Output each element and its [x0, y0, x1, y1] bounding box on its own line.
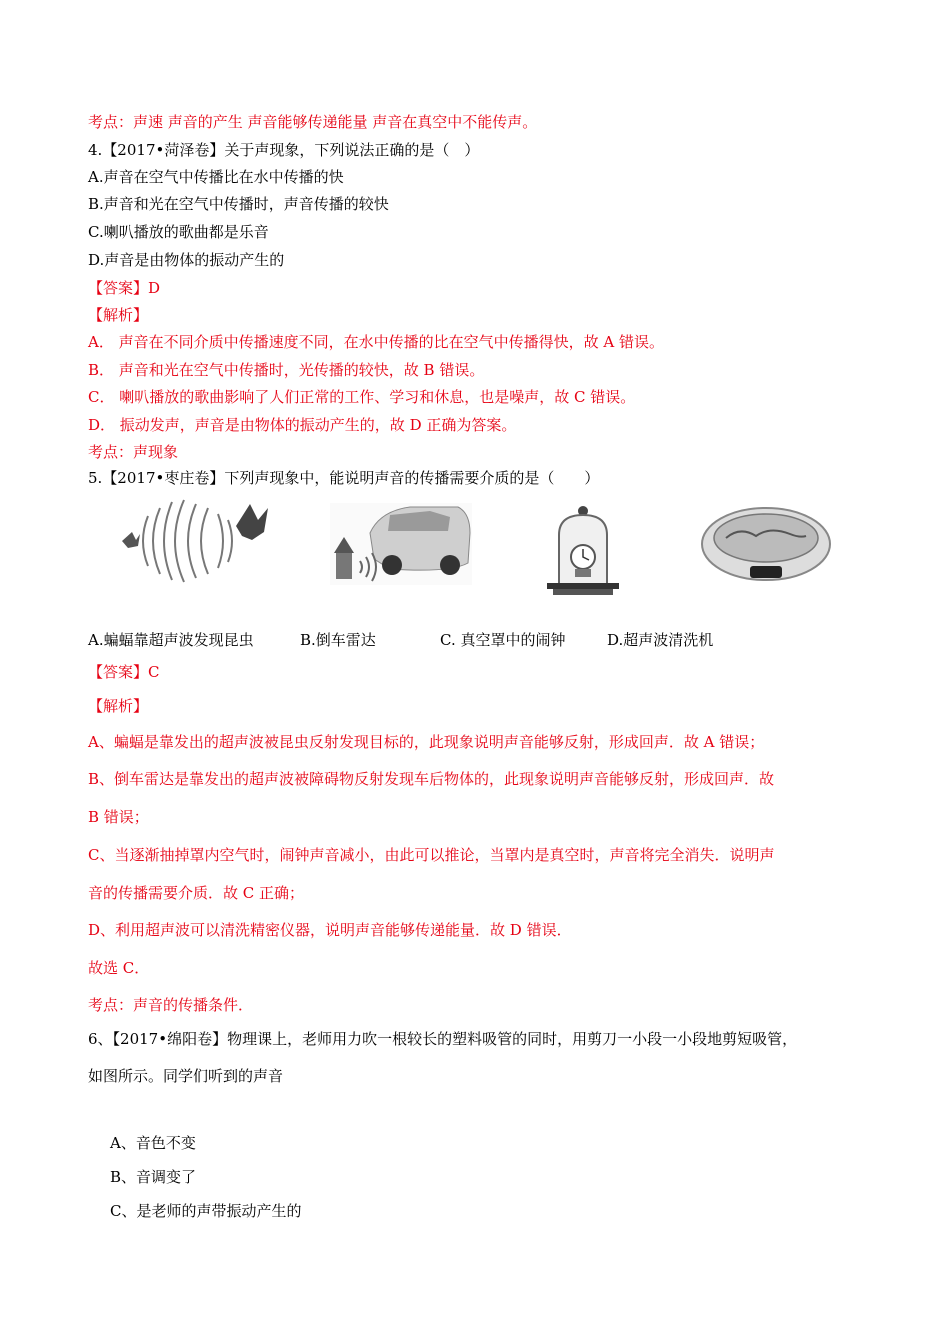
- q4-stem: 4.【2017•菏泽卷】关于声现象，下列说法正确的是（ ）: [88, 141, 480, 159]
- car-reverse-radar-figure: [330, 503, 472, 585]
- q4-option-c: C.喇叭播放的歌曲都是乐音: [88, 223, 269, 241]
- q4-analysis-a: A． 声音在不同介质中传播速度不同，在水中传播的比在空气中传播得快，故 A 错误。: [88, 333, 664, 351]
- q3-kaodian: 考点：声速 声音的产生 声音能够传递能量 声音在真空中不能传声。: [88, 113, 538, 131]
- q5-option-a: A.蝙蝠靠超声波发现昆虫: [88, 631, 254, 649]
- q6-stem-line2: 如图所示。同学们听到的声音: [88, 1067, 284, 1085]
- q4-answer: 【答案】D: [88, 279, 161, 297]
- q5-analysis-b-cont: B 错误；: [88, 808, 149, 826]
- q4-option-d: D.声音是由物体的振动产生的: [88, 251, 285, 269]
- q6-option-a: A、音色不变: [110, 1134, 196, 1152]
- q5-option-b: B.倒车雷达: [300, 631, 376, 649]
- q5-conclusion: 故选 C．: [88, 959, 150, 977]
- q5-kaodian: 考点：声音的传播条件．: [88, 996, 254, 1014]
- q4-kaodian: 考点：声现象: [88, 443, 179, 461]
- q6-option-b: B、音调变了: [110, 1168, 197, 1186]
- bat-ultrasound-figure: [118, 496, 276, 586]
- q5-analysis-c-cont: 音的传播需要介质．故 C 正确；: [88, 884, 305, 902]
- q5-option-d: D.超声波清洗机: [607, 631, 714, 649]
- q6-option-c: C、是老师的声带振动产生的: [110, 1202, 302, 1220]
- q4-analysis-d: D． 振动发声，声音是由物体的振动产生的，故 D 正确为答案。: [88, 416, 517, 434]
- q4-analysis-b: B． 声音和光在空气中传播时，光传播的较快，故 B 错误。: [88, 361, 485, 379]
- ultrasonic-cleaner-figure: [700, 504, 832, 588]
- q5-analysis-c: C、当逐渐抽掉罩内空气时，闹钟声音减小，由此可以推论，当罩内是真空时，声音将完全消失．说明声: [88, 846, 775, 864]
- vacuum-bell-jar-figure: [543, 505, 623, 597]
- q4-option-a: A.声音在空气中传播比在水中传播的快: [88, 168, 344, 186]
- q5-stem: 5.【2017•枣庄卷】下列声现象中，能说明声音的传播需要介质的是（ ）: [88, 469, 600, 487]
- q4-analysis-label: 【解析】: [88, 306, 149, 324]
- q5-analysis-b: B、倒车雷达是靠发出的超声波被障碍物反射发现车后物体的，此现象说明声音能够反射，形成回声．故: [88, 770, 775, 788]
- q5-analysis-a: A、蝙蝠是靠发出的超声波被昆虫反射发现目标的，此现象说明声音能够反射，形成回声．故 A 错误；: [88, 733, 765, 751]
- q5-answer: 【答案】C: [88, 663, 160, 681]
- q5-analysis-d: D、利用超声波可以清洗精密仪器，说明声音能够传递能量．故 D 错误．: [88, 921, 572, 939]
- q4-option-b: B.声音和光在空气中传播时，声音传播的较快: [88, 195, 389, 213]
- q5-option-c: C. 真空罩中的闹钟: [440, 631, 566, 649]
- q6-stem-line1: 6、【2017•绵阳卷】物理课上，老师用力吹一根较长的塑料吸管的同时，用剪刀一小段一小段地剪短吸管，: [88, 1030, 798, 1048]
- q4-analysis-c: C． 喇叭播放的歌曲影响了人们正常的工作、学习和休息，也是噪声，故 C 错误。: [88, 388, 636, 406]
- q5-analysis-label: 【解析】: [88, 697, 149, 715]
